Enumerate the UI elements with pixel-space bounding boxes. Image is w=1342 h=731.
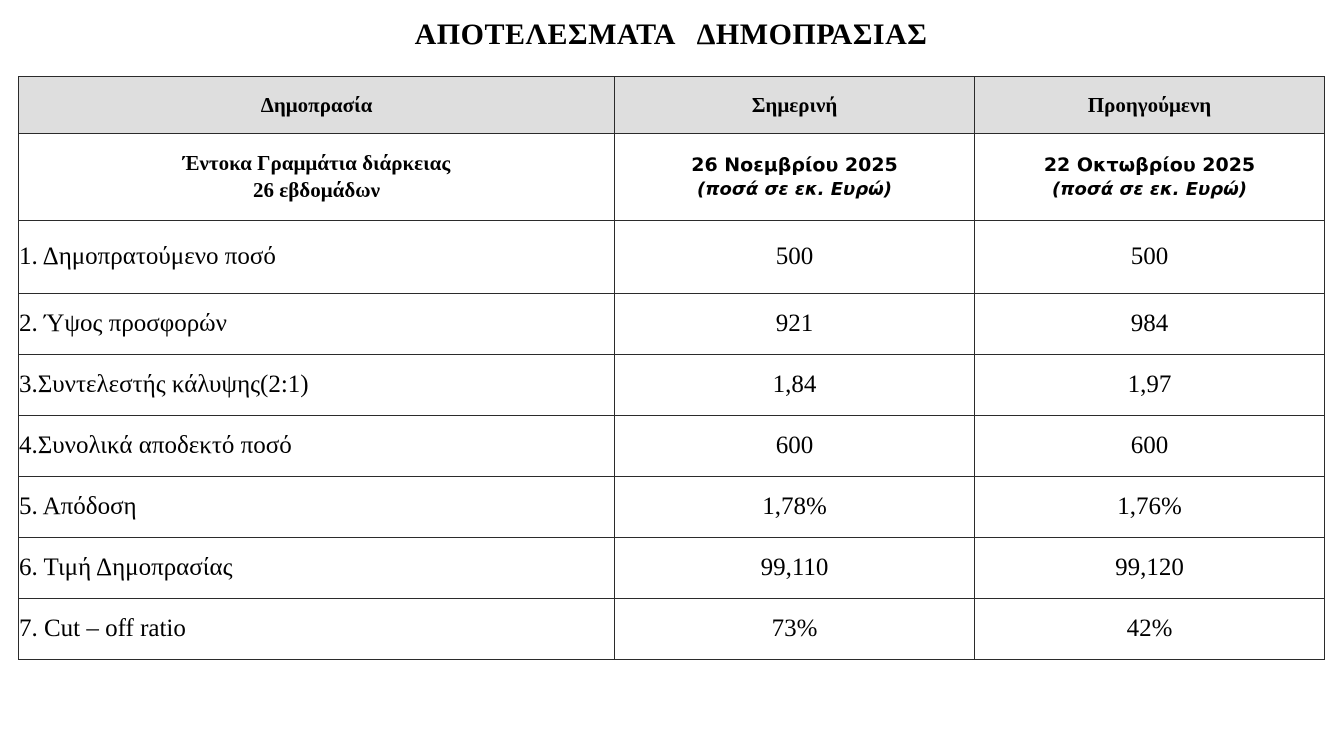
table-row <box>19 538 1325 599</box>
subheader-cell-instrument <box>19 134 615 221</box>
table-row <box>19 599 1325 660</box>
row-value-previous: 984 <box>975 294 1325 355</box>
table-header-row <box>19 77 1325 134</box>
header-cell-current: Σημερινή <box>615 77 975 134</box>
document-page <box>0 18 1342 731</box>
table-row <box>19 355 1325 416</box>
row-value-current: 73% <box>615 599 975 660</box>
row-value-previous: 500 <box>975 221 1325 294</box>
row-label: 4.Συνολικά αποδεκτό ποσό <box>19 416 615 477</box>
table-row <box>19 221 1325 294</box>
row-value-current: 1,84 <box>615 355 975 416</box>
row-label: 1. Δημοπρατούμενο ποσό <box>19 221 615 294</box>
subheader-cell-previous-date <box>975 134 1325 221</box>
subheader-current-date: 26 Νοεμβρίου 2025 <box>691 154 898 177</box>
row-label: 5. Απόδοση <box>19 477 615 538</box>
table-row <box>19 416 1325 477</box>
auction-results-table-container <box>18 76 1324 660</box>
row-value-current: 1,78% <box>615 477 975 538</box>
subheader-previous-date: 22 Οκτωβρίου 2025 <box>1043 154 1256 177</box>
table-row <box>19 294 1325 355</box>
row-value-current: 600 <box>615 416 975 477</box>
row-value-previous: 600 <box>975 416 1325 477</box>
subheader-cell-current-date <box>615 134 975 221</box>
row-value-current: 99,110 <box>615 538 975 599</box>
row-label: 2. Ύψος προσφορών <box>19 294 615 355</box>
row-value-previous: 99,120 <box>975 538 1325 599</box>
row-label: 3.Συντελεστής κάλυψης(2:1) <box>19 355 615 416</box>
header-cell-auction: Δημοπρασία <box>19 77 615 134</box>
page-title: ΑΠΟΤΕΛΕΣΜΑΤΑ ΔΗΜΟΠΡΑΣΙΑΣ <box>414 18 928 51</box>
row-value-previous: 1,97 <box>975 355 1325 416</box>
row-value-current: 921 <box>615 294 975 355</box>
auction-results-table <box>18 76 1325 660</box>
row-value-current: 500 <box>615 221 975 294</box>
table-subheader-row <box>19 134 1325 221</box>
row-value-previous: 42% <box>975 599 1325 660</box>
row-value-previous: 1,76% <box>975 477 1325 538</box>
subheader-previous-units: (ποσά σε εκ. Ευρώ) <box>1052 178 1247 200</box>
header-cell-previous: Προηγούμενη <box>975 77 1325 134</box>
row-label: 6. Τιμή Δημοπρασίας <box>19 538 615 599</box>
subheader-current-units: (ποσά σε εκ. Ευρώ) <box>697 178 892 200</box>
table-row <box>19 477 1325 538</box>
subheader-instrument-line2: 26 εβδομάδων <box>253 178 380 202</box>
row-label: 7. Cut – off ratio <box>19 599 615 660</box>
subheader-instrument-line1: Έντοκα Γραμμάτια διάρκειας <box>182 151 451 176</box>
